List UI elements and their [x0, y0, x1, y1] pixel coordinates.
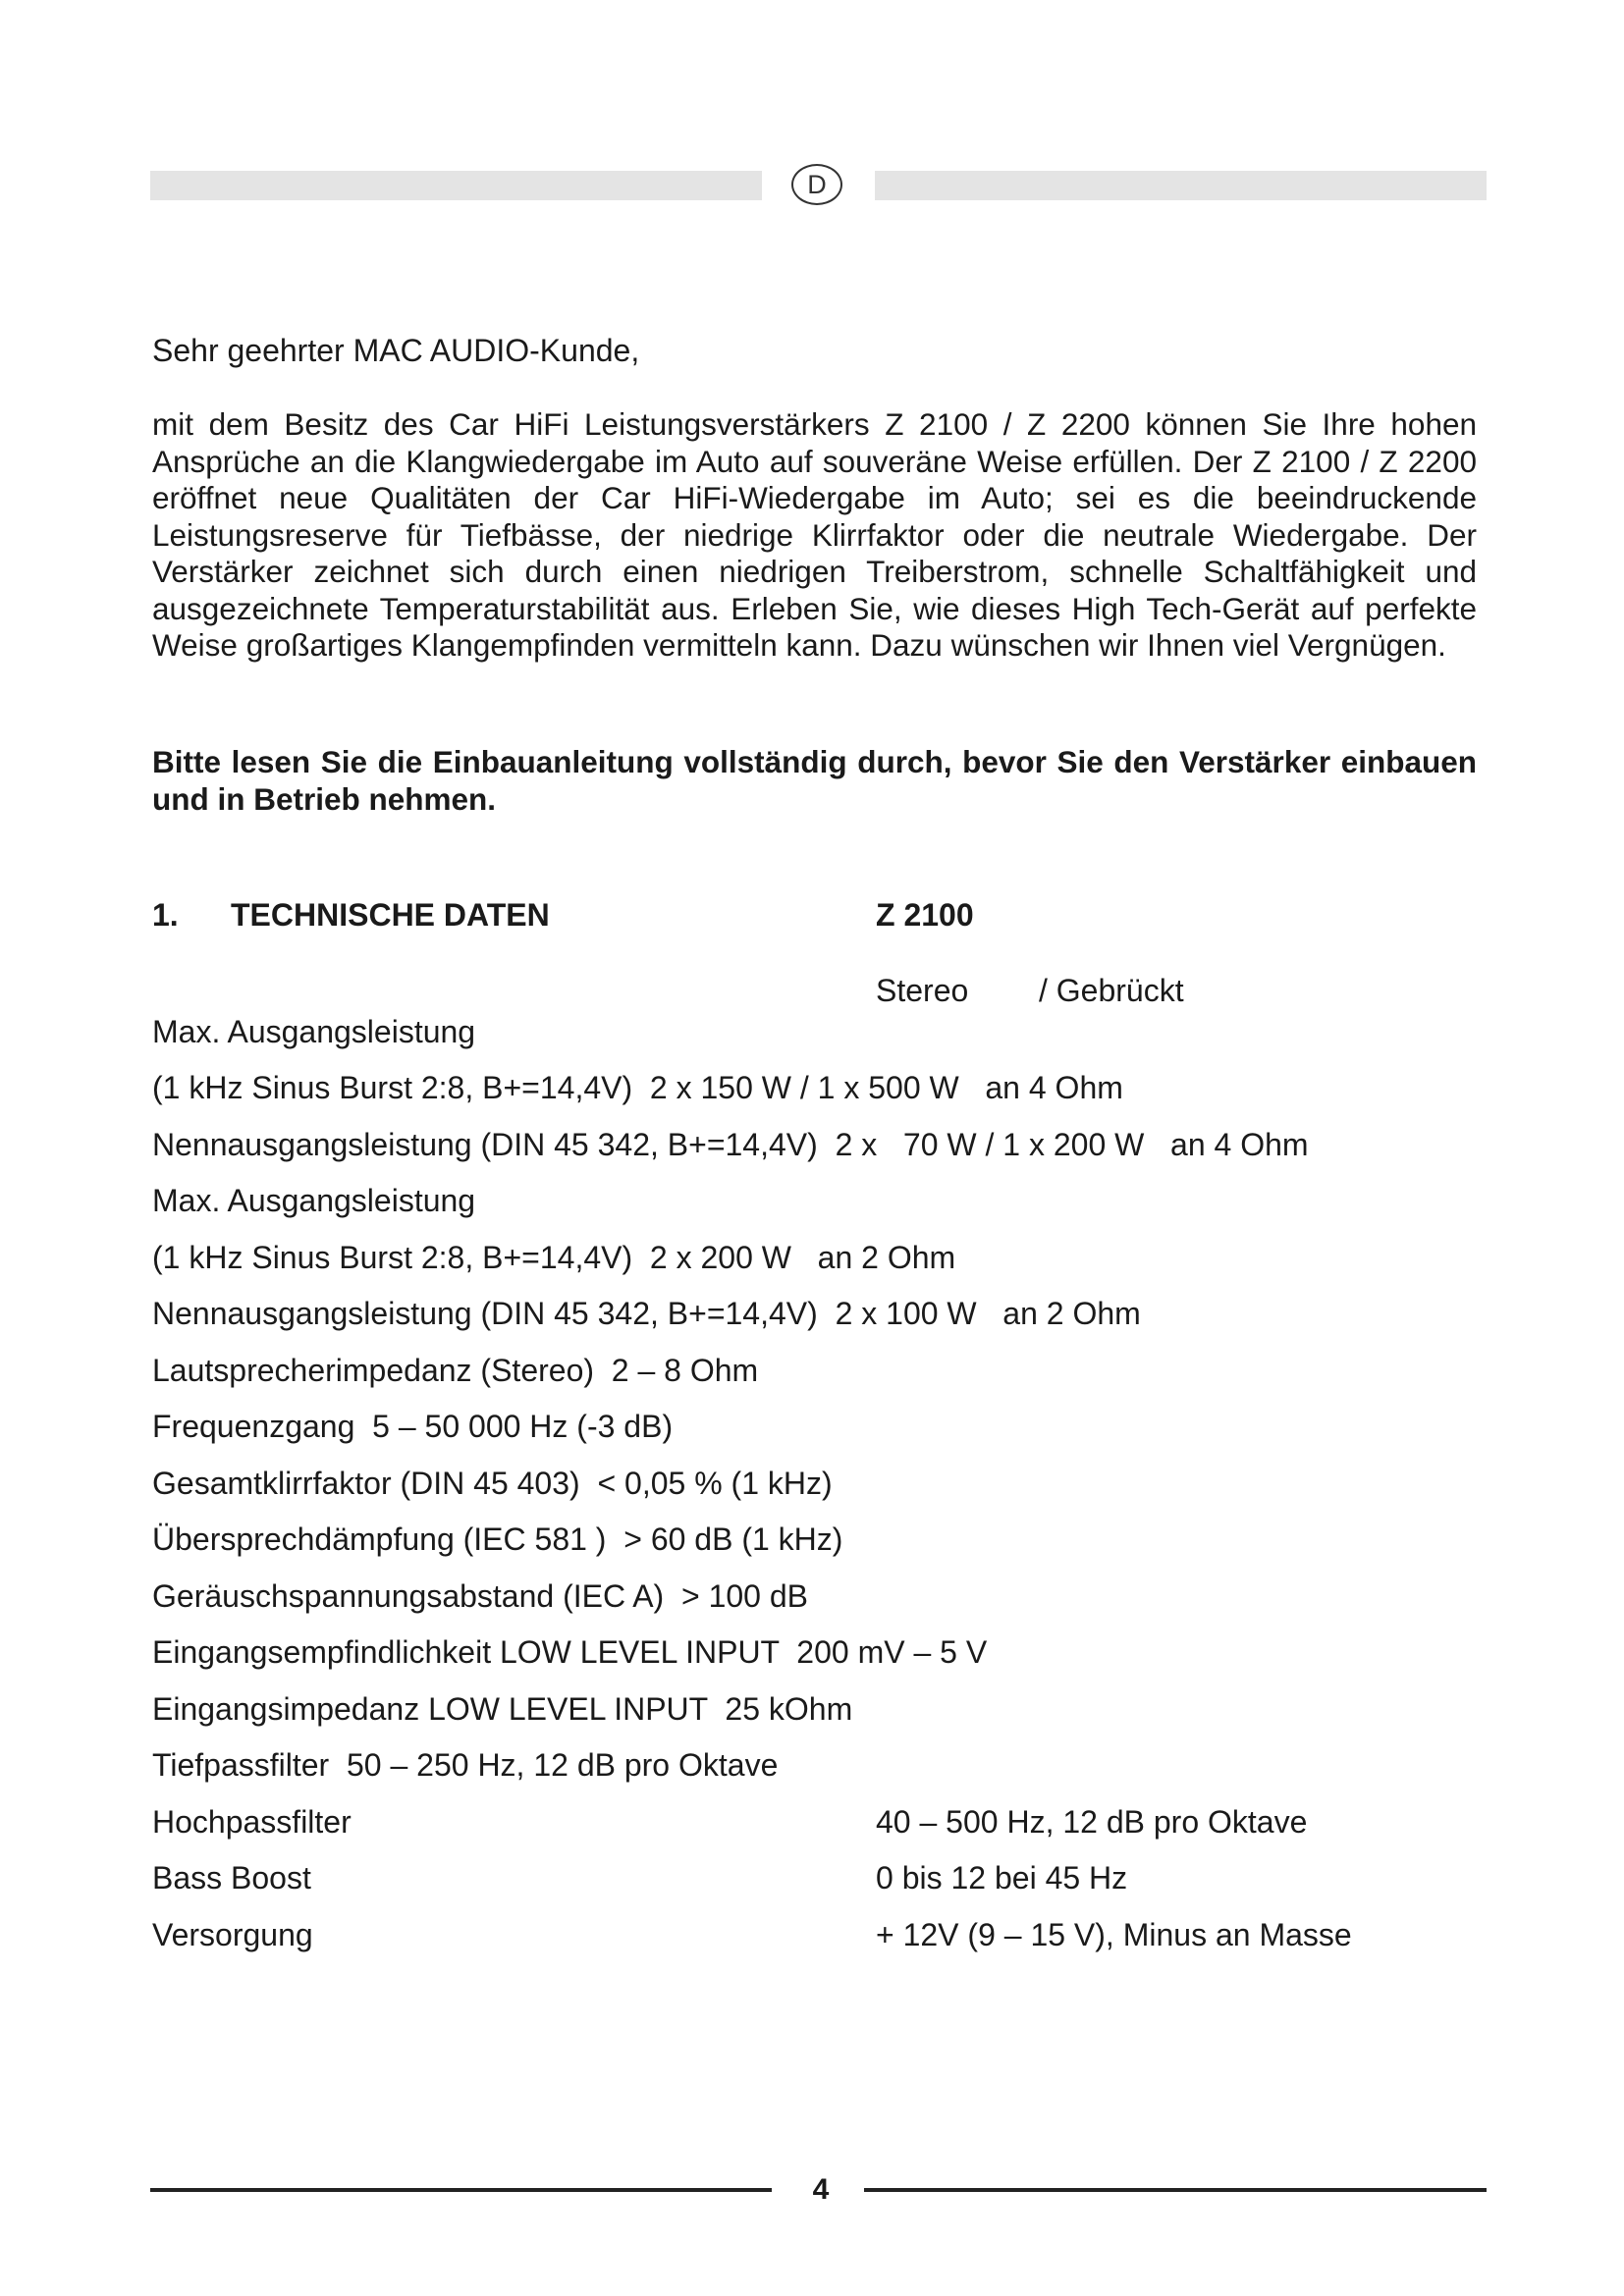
mode-bridged: / Gebrückt [1039, 973, 1184, 1008]
spec-value: + 12V (9 – 15 V), Minus an Masse [876, 1917, 1352, 1952]
section-number: 1. [152, 897, 179, 933]
spec-line: Max. Ausgangsleistung [152, 1183, 476, 1218]
footer-rule-right [864, 2188, 1487, 2192]
page-number: 4 [812, 2173, 830, 2206]
spec-line: Nennausgangsleistung (DIN 45 342, B+=14,4V) 2 x 70 W / 1 x 200 W an 4 Ohm [152, 1127, 1309, 1162]
spec-line: Max. Ausgangsleistung [152, 1014, 476, 1049]
section-title: TECHNISCHE DATEN [231, 897, 550, 933]
spec-line: Eingangsempfindlichkeit LOW LEVEL INPUT 200 mV – 5 V [152, 1634, 988, 1670]
header-bar-right [875, 171, 1487, 200]
intro-paragraph: mit dem Besitz des Car HiFi Leistungsverstärkers Z 2100 / Z 2200 können Sie Ihre hohen Ansprüche an die Klangwiedergabe im Auto auf souveräne Weise erfüllen. Der Z 2100 / Z 2200 eröffnet neue Qualitäten der Car HiFi-Wiedergabe im Auto; sei es die beeindruckende Leistungsreserve für Tiefbässe, der niedrige Klirrfaktor oder die neutrale Wiedergabe. Der Verstärker zeichnet sich durch einen niedrigen Treiberstrom, schnelle Schaltfähigkeit und ausgezeichnete Temperaturstabilität aus. Erleben Sie, wie dieses High Tech-Gerät auf perfekte Weise großartiges Klangempfinden vermitteln kann. Dazu wünschen wir Ihnen viel Vergnügen. [152, 406, 1477, 663]
spec-label: Versorgung [152, 1917, 313, 1952]
spec-label: Bass Boost [152, 1860, 311, 1896]
spec-line: Eingangsimpedanz LOW LEVEL INPUT 25 kOhm [152, 1691, 853, 1727]
salutation: Sehr geehrter MAC AUDIO-Kunde, [152, 333, 640, 368]
spec-line: Tiefpassfilter 50 – 250 Hz, 12 dB pro Oktave [152, 1747, 779, 1783]
install-notice: Bitte lesen Sie die Einbauanleitung vollständig durch, bevor Sie den Verstärker einbauen und in Betrieb nehmen. [152, 744, 1477, 817]
footer-rule-left [150, 2188, 772, 2192]
language-badge: D [791, 164, 842, 205]
header-bar-left [150, 171, 762, 200]
spec-line: Geräuschspannungsabstand (IEC A) > 100 dB [152, 1578, 808, 1614]
spec-label: Hochpassfilter [152, 1804, 352, 1840]
spec-line: Nennausgangsleistung (DIN 45 342, B+=14,4V) 2 x 100 W an 2 Ohm [152, 1296, 1141, 1331]
spec-line: Frequenzgang 5 – 50 000 Hz (-3 dB) [152, 1409, 674, 1444]
spec-line: (1 kHz Sinus Burst 2:8, B+=14,4V) 2 x 200 W an 2 Ohm [152, 1240, 956, 1275]
mode-stereo: Stereo [876, 973, 969, 1008]
spec-value: 40 – 500 Hz, 12 dB pro Oktave [876, 1804, 1308, 1840]
spec-line: (1 kHz Sinus Burst 2:8, B+=14,4V) 2 x 150 W / 1 x 500 W an 4 Ohm [152, 1070, 1123, 1105]
model-name: Z 2100 [876, 897, 974, 933]
spec-line: Lautsprecherimpedanz (Stereo) 2 – 8 Ohm [152, 1353, 759, 1388]
spec-line: Gesamtklirrfaktor (DIN 45 403) < 0,05 % (1 kHz) [152, 1466, 833, 1501]
spec-value: 0 bis 12 bei 45 Hz [876, 1860, 1128, 1896]
spec-line: Übersprechdämpfung (IEC 581 ) > 60 dB (1 kHz) [152, 1522, 843, 1557]
